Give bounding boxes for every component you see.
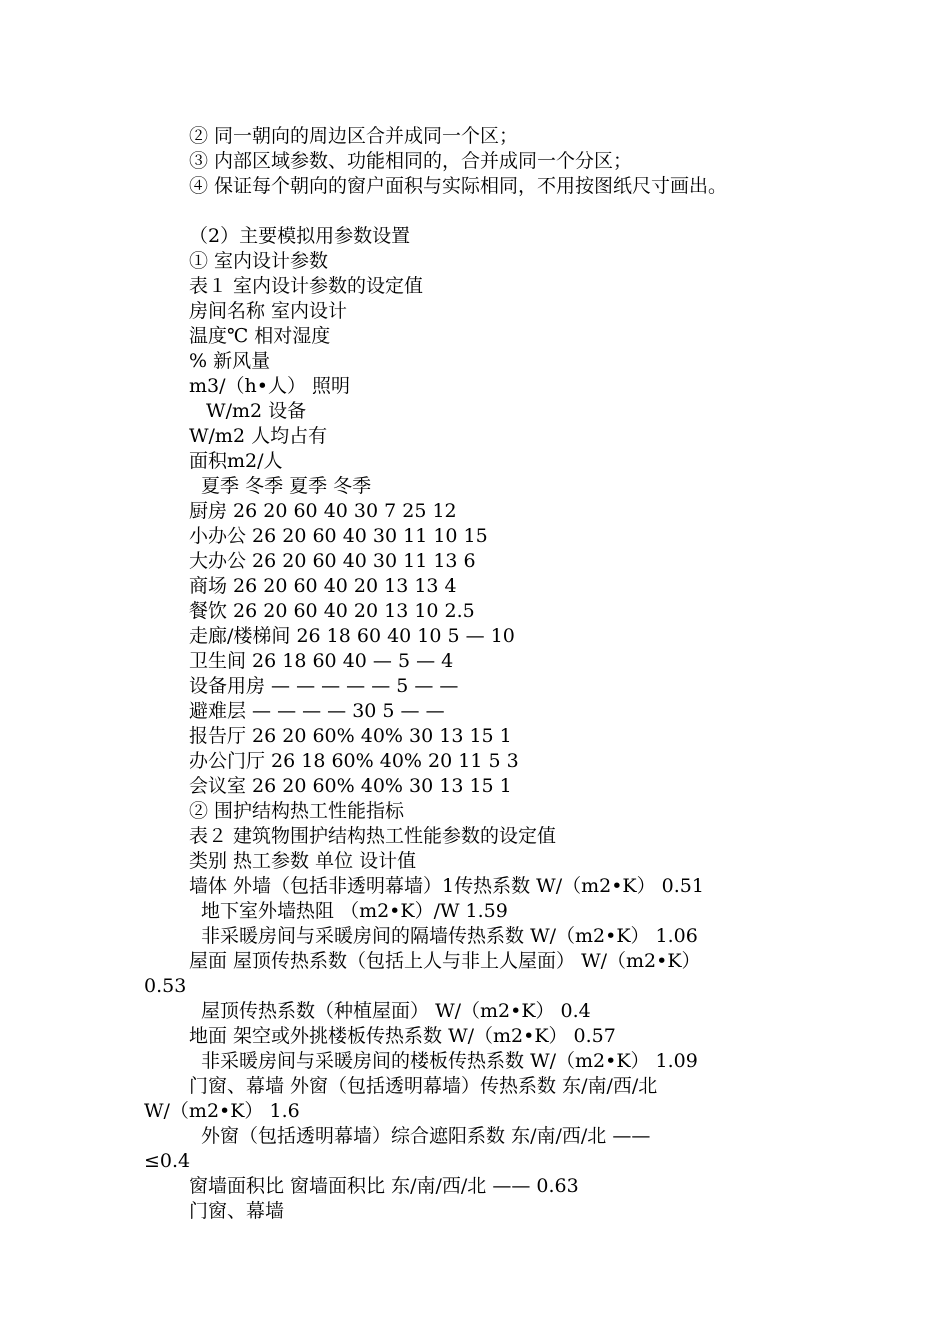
text-line: ② 同一朝向的周边区合并成同一个区； — [189, 125, 519, 147]
subsection-heading: ② 围护结构热工性能指标 — [189, 800, 405, 822]
table-header-line: 温度℃ 相对湿度 — [189, 325, 331, 347]
table-row: 非采暖房间与采暖房间的楼板传热系数 W/（m2•K） 1.09 — [195, 1050, 698, 1072]
table-caption: 表２ 建筑物围护结构热工性能参数的设定值 — [189, 825, 557, 847]
table-row: 走廊/楼梯间 26 18 60 40 10 5 — 10 — [189, 625, 515, 647]
table-row: 墙体 外墙（包括非透明幕墙）1传热系数 W/（m2•K） 0.51 — [189, 875, 704, 897]
table-row-continuation: 0.53 — [144, 975, 187, 997]
section-heading: （2）主要模拟用参数设置 — [189, 225, 411, 247]
table-row: 地面 架空或外挑楼板传热系数 W/（m2•K） 0.57 — [189, 1025, 616, 1047]
table-row: 小办公 26 20 60 40 30 11 10 15 — [189, 525, 488, 547]
table-row: 办公门厅 26 18 60% 40% 20 11 5 3 — [189, 750, 519, 772]
table-row: 商场 26 20 60 40 20 13 13 4 — [189, 575, 457, 597]
table-row: 地下室外墙热阻 （m2•K）/W 1.59 — [195, 900, 508, 922]
table-header-line: 夏季 冬季 夏季 冬季 — [195, 475, 372, 497]
table-row: 会议室 26 20 60% 40% 30 13 15 1 — [189, 775, 512, 797]
table-header-line: % 新风量 — [189, 350, 271, 372]
table-header-line: W/m2 设备 — [200, 400, 307, 422]
table-header-line: 房间名称 室内设计 — [189, 300, 348, 322]
table-caption: 表１ 室内设计参数的设定值 — [189, 275, 424, 297]
table-header-line: W/m2 人均占有 — [189, 425, 328, 447]
table-row: 门窗、幕墙 外窗（包括透明幕墙）传热系数 东/南/西/北 — [189, 1075, 658, 1097]
table-row: 避难层 — — — — 30 5 — — — [189, 700, 445, 722]
table-row-continuation: W/（m2•K） 1.6 — [144, 1100, 300, 1122]
subsection-heading: ① 室内设计参数 — [189, 250, 329, 272]
table-row: 屋顶传热系数（种植屋面） W/（m2•K） 0.4 — [195, 1000, 591, 1022]
table-header-line: 面积m2/人 — [189, 450, 283, 472]
table-row: 厨房 26 20 60 40 30 7 25 12 — [189, 500, 457, 522]
table-row: 卫生间 26 18 60 40 — 5 — 4 — [189, 650, 454, 672]
table-row: 窗墙面积比 窗墙面积比 东/南/西/北 —— 0.63 — [189, 1175, 579, 1197]
table-row: 餐饮 26 20 60 40 20 13 10 2.5 — [189, 600, 475, 622]
table-row: 外窗（包括透明幕墙）综合遮阳系数 东/南/西/北 —— — [195, 1125, 651, 1147]
text-line: ③ 内部区域参数、功能相同的，合并成同一个分区； — [189, 150, 633, 172]
table-row: 大办公 26 20 60 40 30 11 13 6 — [189, 550, 476, 572]
table-row: 设备用房 — — — — — 5 — — — [189, 675, 459, 697]
table-header-line: m3/（h•人） 照明 — [189, 375, 350, 397]
table-row: 门窗、幕墙 — [189, 1200, 285, 1222]
table-header-line: 类别 热工参数 单位 设计值 — [189, 850, 417, 872]
table-row: 屋面 屋顶传热系数（包括上人与非上人屋面） W/（m2•K） — [189, 950, 701, 972]
table-row: 报告厅 26 20 60% 40% 30 13 15 1 — [189, 725, 512, 747]
text-line: ④ 保证每个朝向的窗户面积与实际相同，不用按图纸尺寸画出。 — [189, 175, 728, 197]
table-row: 非采暖房间与采暖房间的隔墙传热系数 W/（m2•K） 1.06 — [195, 925, 698, 947]
table-row-continuation: ≤0.4 — [144, 1150, 191, 1172]
